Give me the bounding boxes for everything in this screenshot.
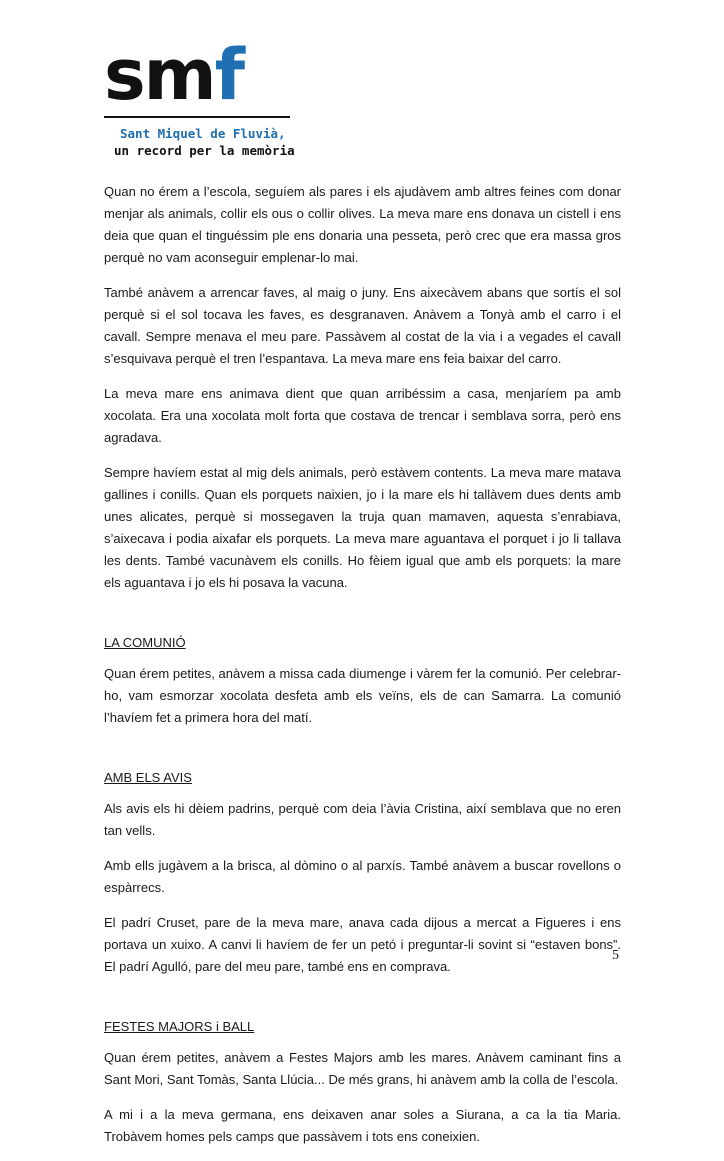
document-body	[104, 181, 621, 1161]
paragraph: A mi i a la meva germana, ens deixaven anar soles a Siurana, a ca la tia Maria. Trobàvem homes pels camps que passàvem i tots ens coneixien.	[104, 1107, 621, 1144]
paragraph: La meva mare ens animava dient que quan arribéssim a casa, menjaríem pa amb xocolata. Era una xocolata molt forta que costava de trencar i semblava sorra, però ens agradava.	[104, 386, 621, 445]
paragraph: Sempre havíem estat al mig dels animals, però estàvem contents. La meva mare matava gallines i conills. Quan els porquets naixien, jo i la mare els hi tallàvem dues dents amb unes alicates, perquè si mossegaven la truja quan mamaven, aquesta s’enrabiava, s’aixecava i podia aixafar els porquets. La meva mare aguantava el porquet i jo li tallava les dents. També vacunàvem els conills. Ho fèiem igual que amb els porquets: la mare els aguantava i jo els hi posava la vacuna.	[104, 465, 621, 590]
paragraph: Amb ells jugàvem a la brisca, al dòmino o al parxís. També anàvem a buscar rovellons o espàrrecs.	[104, 858, 621, 895]
section-heading-festes: FESTES MAJORS i BALL	[104, 1019, 255, 1034]
paragraph: També anàvem a arrencar faves, al maig o juny. Ens aixecàvem abans que sortís el sol perquè si el sol tocava les faves, es desgranaven. Anàvem a Tonyà amb el carro i el cavall. Sempre menava el meu pare. Passàvem al costat de la via i a vegades el cavall s’esquivava perquè el tren l’espantava. La meva mare ens feia baixar del carro.	[104, 285, 621, 366]
paragraph: Quan no érem a l’escola, seguíem als pares i els ajudàvem amb altres feines com donar menjar als animals, collir els ous o collir olives. La meva mare ens donava un cistell i ens deia que quan el tinguéssim ple ens donaria una pesseta, però crec que era massa gros perquè no vam aconseguir emplenar-lo mai.	[104, 184, 621, 265]
paragraph: Quan érem petites, anàvem a missa cada diumenge i vàrem fer la comunió. Per celebrar-ho, vam esmorzar xocolata desfeta amb els veïns, els de can Samarra. La comunió l’havíem fet a primera hora del matí.	[104, 666, 621, 725]
section-heading-comunio: LA COMUNIÓ	[104, 635, 186, 650]
header	[104, 40, 324, 160]
paragraph: Als avis els hi dèiem padrins, perquè com deia l’àvia Cristina, així semblava que no eren tan vells.	[104, 801, 621, 838]
tagline-subtitle: un record per la memòria	[114, 143, 295, 158]
logo-letters-sm: sm	[104, 40, 215, 110]
page-number: 5	[612, 948, 619, 963]
tagline-place: Sant Miquel de Fluvià,	[120, 126, 286, 141]
logo-letter-f: f	[214, 40, 244, 110]
paragraph: El padrí Cruset, pare de la meva mare, anava cada dijous a mercat a Figueres i ens portava un xuixo. A canvi li havíem de fer un petó i preguntar-li sovint si “estaven bons”. El padrí Agulló, pare del meu pare, també ens en comprava.	[104, 915, 621, 974]
smf-logo	[104, 40, 304, 110]
section-heading-avis: AMB ELS AVIS	[104, 770, 192, 785]
paragraph: Quan érem petites, anàvem a Festes Majors amb les mares. Anàvem caminant fins a Sant Mori, Sant Tomàs, Santa Llúcia... De més grans, hi anàvem amb la colla de l’escola.	[104, 1050, 621, 1087]
logo-underline	[104, 116, 290, 118]
